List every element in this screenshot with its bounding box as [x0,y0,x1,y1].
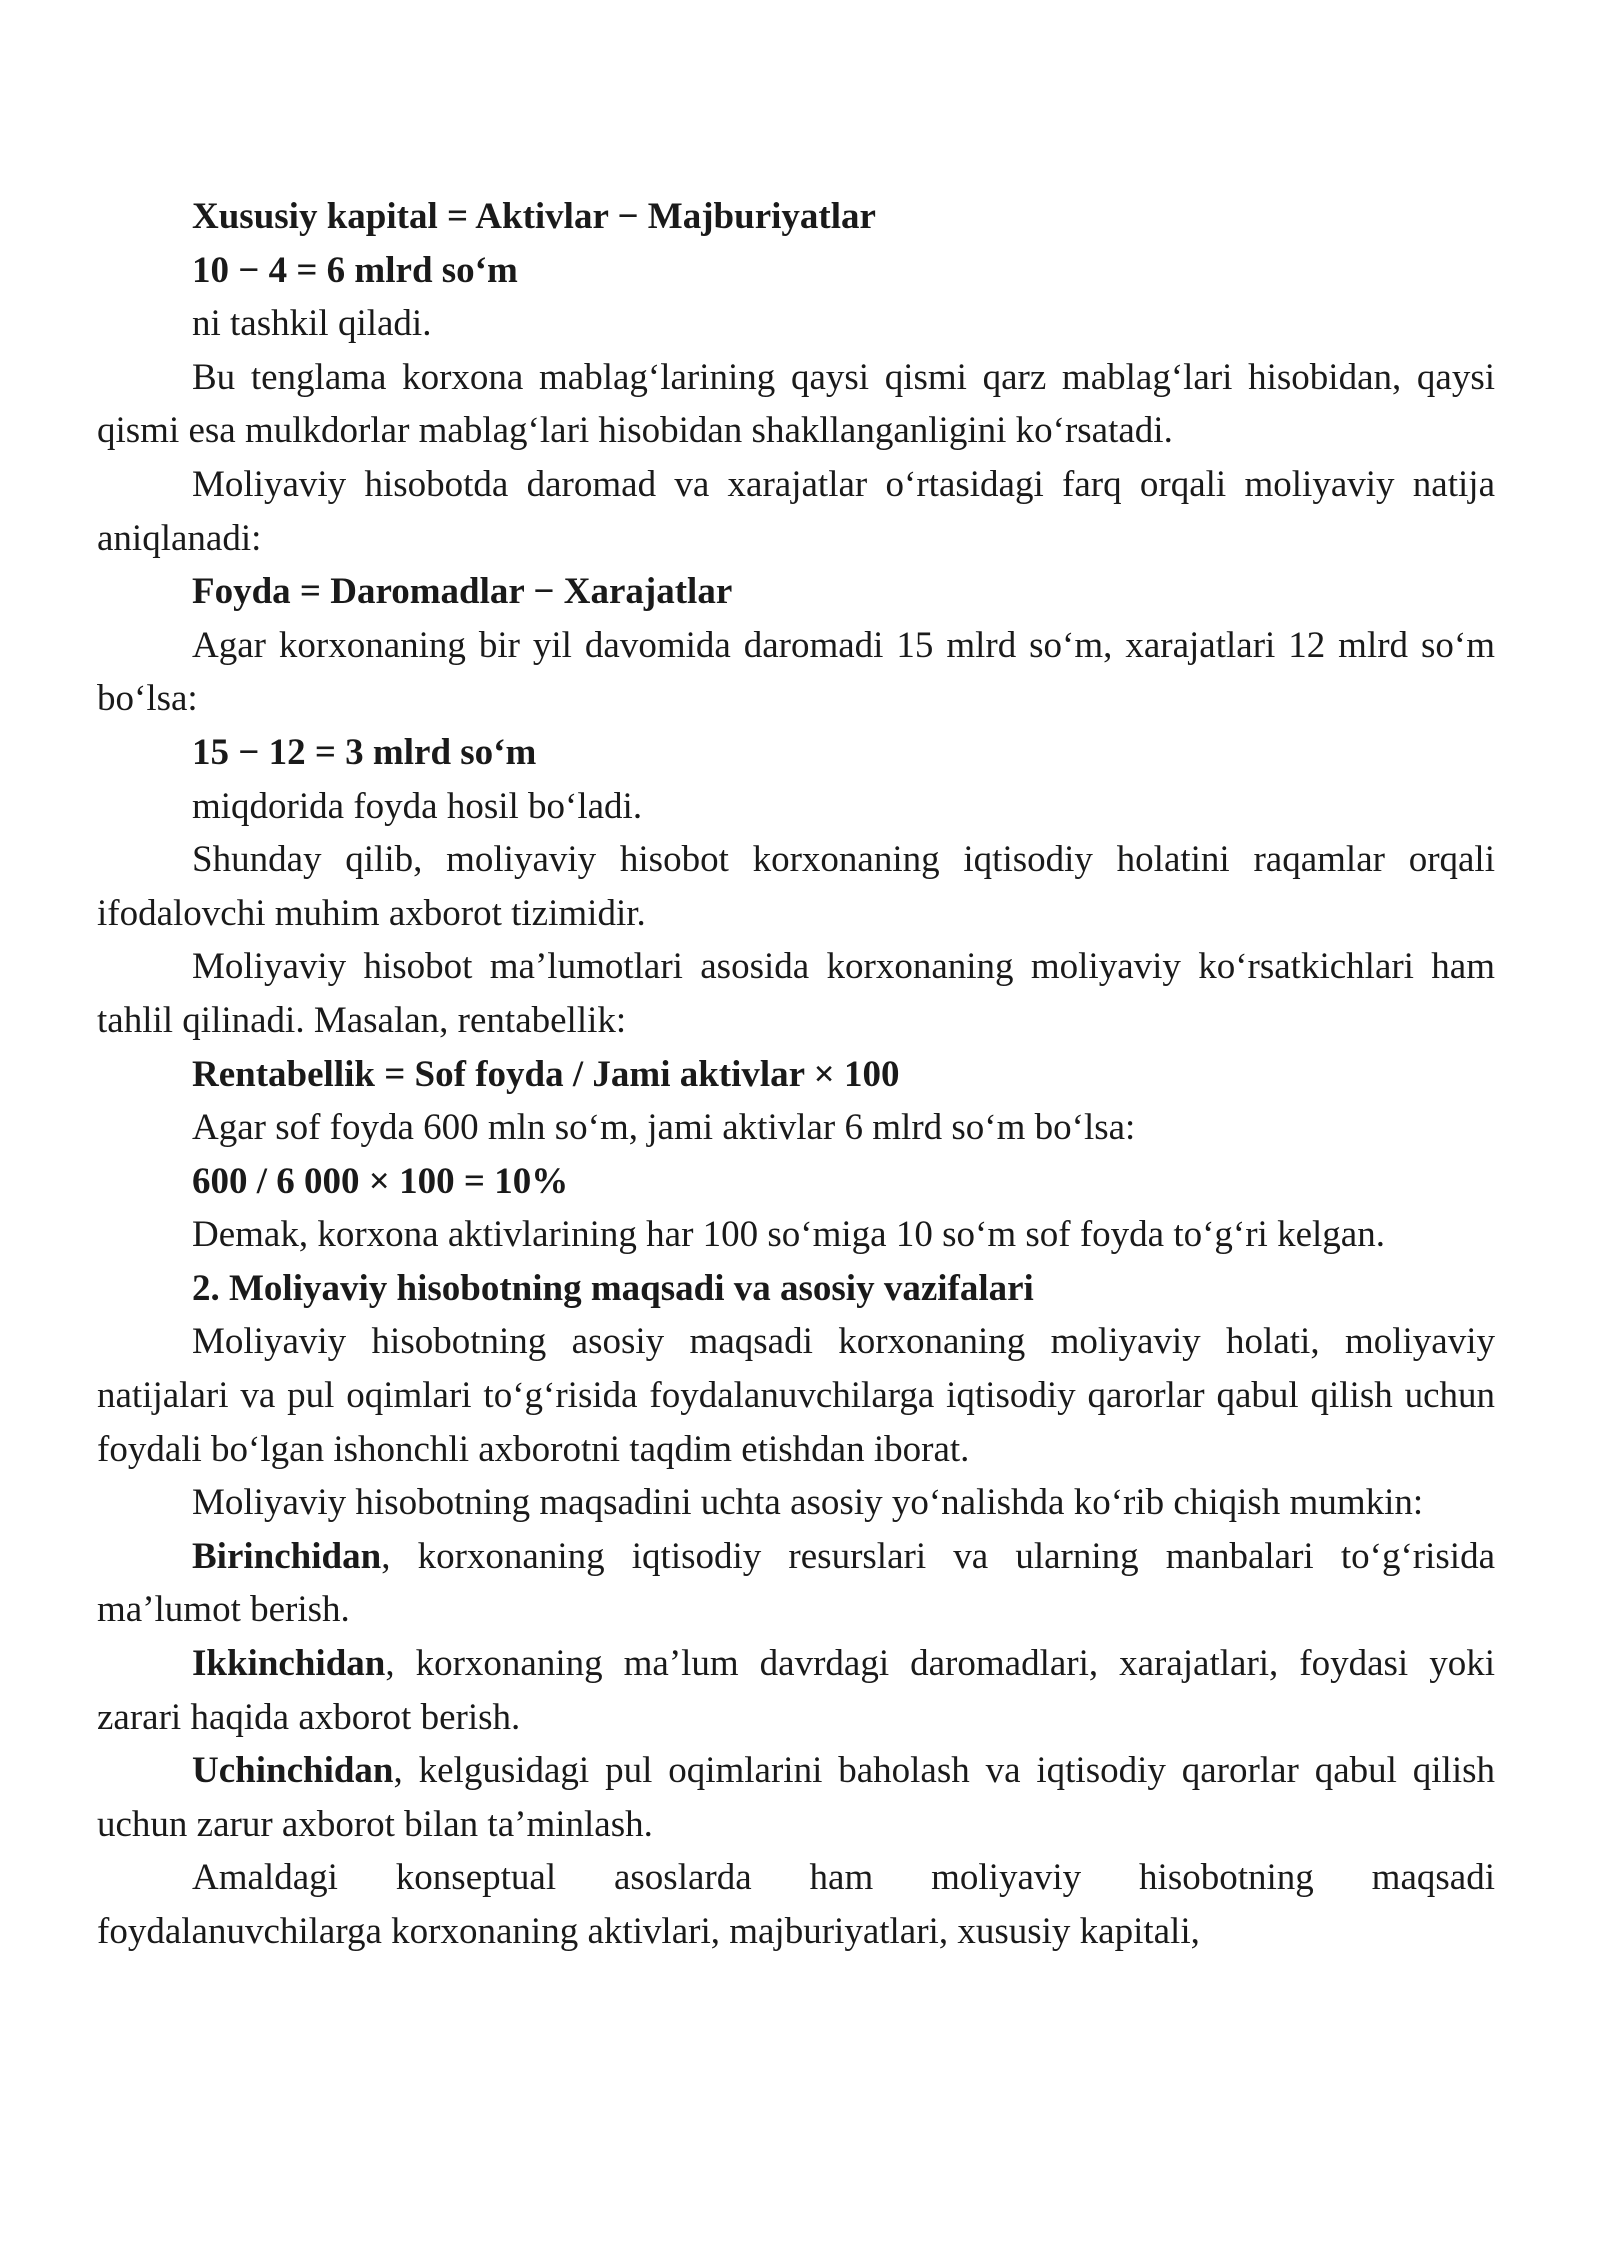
paragraph: Demak, korxona aktivlarining har 100 so‘miga 10 so‘m sof foyda to‘g‘ri kelgan. [192,1214,1385,1256]
paragraph: Moliyaviy hisobotning maqsadini uchta asosiy yo‘nalishda ko‘rib chiqish mumkin: [192,1482,1424,1524]
paragraph: miqdorida foyda hosil bo‘ladi. [192,785,643,827]
lead-word: Ikkinchidan [192,1643,386,1685]
lead-word: Uchinchidan [192,1750,394,1792]
formula-equity-calc: 10 − 4 = 6 mlrd so‘m [192,249,518,291]
paragraph: Shunday qilib, moliyaviy hisobot korxonaning iqtisodiy holatini raqamlar orqali ifodalovchi muhim axborot tizimidir. [97,839,1495,934]
formula-profitability-calc: 600 / 6 000 × 100 = 10% [192,1160,569,1202]
lead-text: , korxonaning ma’lum davrdagi daromadlari, xarajatlari, foydasi yoki zarari haqida axborot berish. [97,1643,1495,1738]
lead-text: , kelgusidagi pul oqimlarini baholash va iqtisodiy qarorlar qabul qilish uchun zarur axborot bilan ta’minlash. [97,1750,1495,1845]
lead-word: Birinchidan [192,1535,382,1577]
formula-profit: Foyda = Daromadlar − Xarajatlar [192,571,733,613]
paragraph: Agar sof foyda 600 mln so‘m, jami aktivlar 6 mlrd so‘m bo‘lsa: [192,1107,1136,1149]
list-paragraph-first [97,1530,1495,1637]
list-paragraph-second [97,1637,1495,1744]
section-heading: 2. Moliyaviy hisobotning maqsadi va asosiy vazifalari [192,1267,1034,1309]
paragraph: Bu tenglama korxona mablag‘larining qaysi qismi qarz mablag‘lari hisobidan, qaysi qismi esa mulkdorlar mablag‘lari hisobidan shakllanganligini ko‘rsatadi. [97,356,1495,452]
document-page [97,190,1495,1959]
formula-profit-calc: 15 − 12 = 3 mlrd so‘m [192,731,537,773]
formula-equity: Xususiy kapital = Aktivlar − Majburiyatlar [192,196,876,237]
paragraph: Moliyaviy hisobot ma’lumotlari asosida korxonaning moliyaviy ko‘rsatkichlari ham tahlil qilinadi. Masalan, rentabellik: [97,946,1495,1041]
paragraph-continued: Amaldagi konseptual asoslarda ham moliyaviy hisobotning maqsadi foydalanuvchilarga korxonaning aktivlari, majburiyatlari, xususiy kapitali, [97,1857,1495,1952]
lead-text: , korxonaning iqtisodiy resurslari va ularning manbalari to‘g‘risida ma’lumot berish. [97,1535,1495,1631]
formula-profitability: Rentabellik = Sof foyda / Jami aktivlar × 100 [192,1053,900,1095]
paragraph: ni tashkil qiladi. [192,303,432,345]
list-paragraph-third [97,1744,1495,1851]
paragraph: Moliyaviy hisobotda daromad va xarajatlar o‘rtasidagi farq orqali moliyaviy natija aniqlanadi: [97,463,1495,559]
paragraph: Agar korxonaning bir yil davomida daromadi 15 mlrd so‘m, xarajatlari 12 mlrd so‘m bo‘lsa: [97,624,1495,720]
paragraph: Moliyaviy hisobotning asosiy maqsadi korxonaning moliyaviy holati, moliyaviy natijalari va pul oqimlari to‘g‘risida foydalanuvchilarga iqtisodiy qarorlar qabul qilish uchun foydali bo‘lgan ishonchli axborotni taqdim etishdan iborat. [97,1321,1495,1470]
